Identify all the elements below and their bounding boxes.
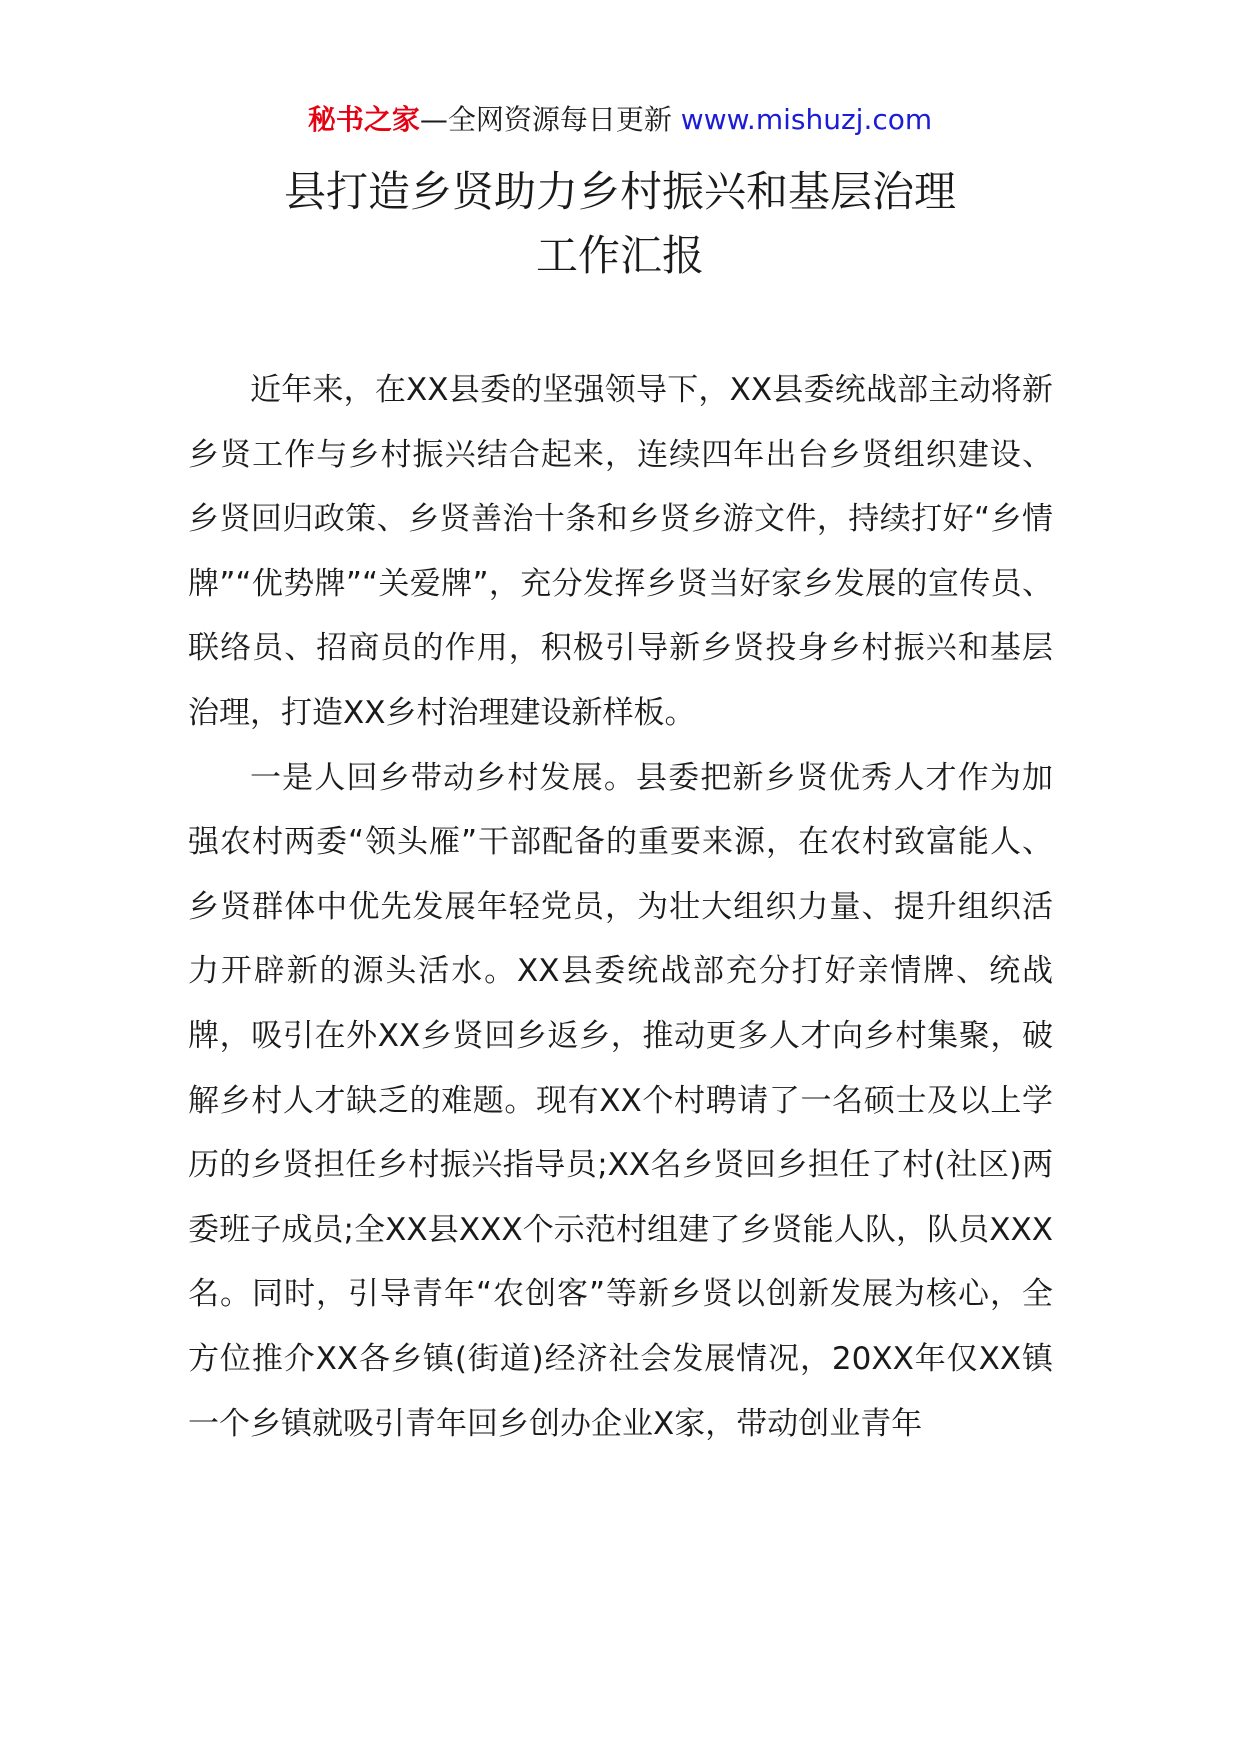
document-title [0,160,1240,288]
site-url-link[interactable]: www.mishuzj.com [680,103,933,136]
title-line-2: 工作汇报 [535,231,704,280]
paragraph-intro: 近年来，在XX县委的坚强领导下，XX县委统战部主动将新乡贤工作与乡村振兴结合起来，连续四年出台乡贤组织建设、乡贤回归政策、乡贤善治十条和乡贤乡游文件，持续打好“乡情牌”“优势牌”“关爱牌”，充分发挥乡贤当好家乡发展的宣传员、联络员、招商员的作用，积极引导新乡贤投身乡村振兴和基层治理，打造XX乡村治理建设新样板。 [188,372,1053,731]
site-header [0,100,1240,140]
paragraph-section-1: 一是人回乡带动乡村发展。县委把新乡贤优秀人才作为加强农村两委“领头雁”干部配备的重要来源，在农村致富能人、乡贤群体中优先发展年轻党员，为壮大组织力量、提升组织活力开辟新的源头活水。XX县委统战部充分打好亲情牌、统战牌，吸引在外XX乡贤回乡返乡，推动更多人才向乡村集聚，破解乡村人才缺乏的难题。现有XX个村聘请了一名硕士及以上学历的乡贤担任乡村振兴指导员;XX名乡贤回乡担任了村(社区)两委班子成员;全XX县XXX个示范村组建了乡贤能人队，队员XXX名。同时，引导青年“农创客”等新乡贤以创新发展为核心，全方位推介XX各乡镇(街道)经济社会发展情况，20XX年仅XX镇一个乡镇就吸引青年回乡创办企业X家，带动创业青年 [188,759,1053,1442]
title-line-1: 县打造乡贤助力乡村振兴和基层治理 [283,167,956,216]
header-tagline: —全网资源每日更新 [419,103,672,136]
brand-name: 秘书之家 [307,103,420,136]
document-body [188,358,1053,1456]
